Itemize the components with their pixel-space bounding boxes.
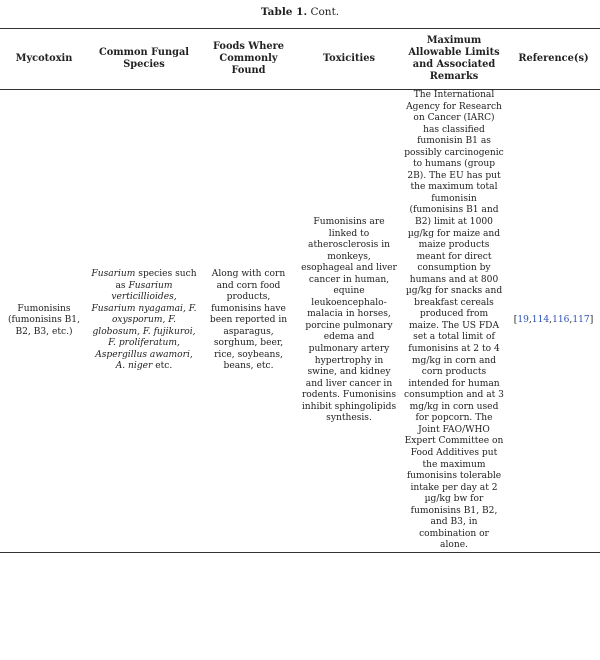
cell-limits: The International Agency for Research on Cancer (IARC) has classified fumonisin B1 as possibly carcinogenic to humans (group 2B). The EU has put the maximum total fumonisin (fumonisins B1 and B2) limit at 1000 µg/kg for maize and maize products meant for direct consumption by humans and at 800 µg/kg for snacks and breakfast cereals produced from maize. The US FDA set a total limit of fumonisins at 2 to 4 mg/kg in corn and corn products intended for human consumption and at 3 mg/kg in corn used for popcorn. The Joint FAO/WHO Expert Committee on Food Additives put the maximum fumonisins tolerable intake per day at 2 µg/kg bw for fumonisins B1, B2, and B3, in combination or alone. (404, 90, 504, 551)
cell-foods: Along with corn and corn food products, fumonisins have been reported in asparagus, sorghum, beer, rice, soybeans, beans, etc. (209, 268, 288, 372)
header-row (0, 29, 600, 90)
reference-link[interactable]: 117 (572, 315, 590, 326)
header-toxicities: Toxicities (323, 52, 375, 64)
caption-label: Table 1. (260, 6, 308, 18)
table-caption (0, 0, 600, 24)
cell-references: [19,114,116,117] (513, 315, 594, 326)
species-part: Fusarium (91, 268, 136, 279)
header-limits: Maximum Allowable Limits and Associated Remarks (408, 34, 500, 83)
reference-link[interactable]: 116 (552, 315, 570, 326)
cell-mycotoxin: Fumonisins (fumonisins B1, B2, B3, etc.) (8, 303, 80, 337)
header-foods: Foods Where Commonly Found (212, 40, 285, 77)
species-part: Fusarium verticillioides, Fusarium nyagamai, F. oxysporum, F. globosum, F. fujikuroi, F. proliferatum, Aspergillus awamori, A. niger (91, 280, 197, 372)
caption-text: Cont. (310, 6, 340, 18)
ref-bracket-open: [ (513, 315, 518, 326)
header-fungal-species: Common Fungal Species (98, 46, 190, 70)
reference-link[interactable]: 19 (517, 315, 529, 326)
cell-toxicities: Fumonisins are linked to atherosclerosis in monkeys, esophageal and liver cancer in human, equine leukoencephalo-malacia in horses, porcine pulmonary edema and pulmonary artery hypertrophy in swine, and kidney and liver cancer in rodents. Fumonisins inhibit sphingolipids synthesis. (301, 217, 397, 424)
reference-link[interactable]: 114 (531, 315, 550, 326)
cell-fungal-species (88, 90, 200, 553)
table-row (0, 90, 600, 553)
header-mycotoxin: Mycotoxin (15, 52, 73, 64)
species-part: species such as (115, 268, 197, 291)
ref-bracket-close: ] (589, 315, 594, 326)
mycotoxin-table (0, 28, 600, 553)
header-references: Reference(s) (518, 52, 589, 64)
species-part: etc. (152, 361, 173, 372)
